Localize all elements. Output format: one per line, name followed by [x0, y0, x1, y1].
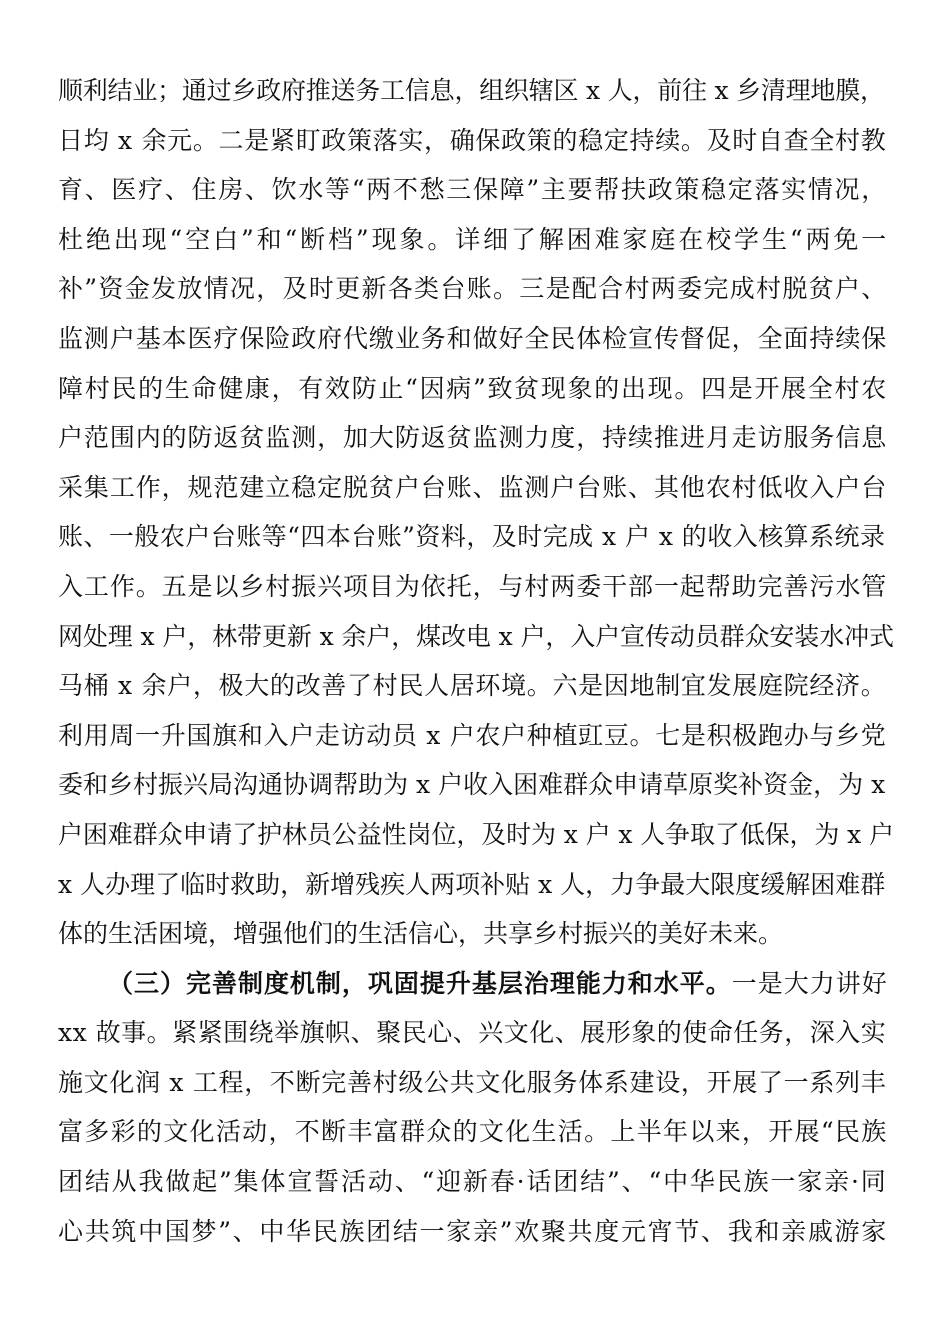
- text-line: 体的生活困境，增强他们的生活信心，共享乡村振兴的美好未来。: [58, 919, 784, 949]
- text-line: 日均 x 余元。二是紧盯政策落实，确保政策的稳定持续。及时自查全村教: [58, 125, 887, 155]
- text-line: x 人办理了临时救助，新增残疾人两项补贴 x 人，力争最大限度缓解困难群: [58, 869, 886, 899]
- text-line: 补”资金发放情况，及时更新各类台账。三是配合村两委完成村脱贫户、: [58, 274, 888, 304]
- section-heading-line: [58, 959, 894, 1009]
- text-line: 施文化润 x 工程，不断完善村级公共文化服务体系建设，开展了一系列丰: [58, 1067, 887, 1097]
- text-line: 杜绝出现“空白”和“断档”现象。详细了解困难家庭在校学生“两免一: [58, 224, 890, 254]
- text-line: 账、一般农户台账等“四本台账”资料，及时完成 x 户 x 的收入核算系统录: [58, 522, 886, 552]
- text-line: 顺利结业；通过乡政府推送务工信息，组织辖区 x 人，前往 x 乡清理地膜，: [58, 76, 885, 105]
- text-line: 户困难群众申请了护林员公益性岗位，及时为 x 户 x 人争取了低保，为 x 户: [58, 819, 894, 849]
- text-line: 心共筑中国梦”、中华民族团结一家亲”欢聚共度元宵节、我和亲戚游家: [58, 1216, 888, 1246]
- paragraph-2: [58, 959, 894, 1257]
- document-page: [58, 66, 894, 1256]
- text-line: 障村民的生命健康，有效防止“因病”致贫现象的出现。四是开展全村农: [58, 373, 888, 403]
- text-line: 委和乡村振兴局沟通协调帮助为 x 户收入困难群众申请草原奖补资金，为 x: [58, 770, 886, 800]
- text-line: 利用周一升国旗和入户走访动员 x 户农户种植豇豆。七是积极跑办与乡党: [58, 720, 887, 750]
- section-first-text: 一是大力讲好: [731, 968, 888, 998]
- text-line: 网处理 x 户，林带更新 x 余户，煤改电 x 户，入户宣传动员群众安装水冲式: [58, 621, 894, 651]
- paragraph-1: [58, 66, 894, 959]
- text-line: 育、医疗、住房、饮水等“两不愁三保障”主要帮扶政策稳定落实情况，: [58, 175, 888, 205]
- text-line: xx 故事。紧紧围绕举旗帜、聚民心、兴文化、展形象的使命任务，深入实: [58, 1018, 887, 1048]
- section-heading: （三）完善制度机制，巩固提升基层治理能力和水平。: [108, 968, 732, 998]
- text-line: 监测户基本医疗保险政府代缴业务和做好全民体检宣传督促，全面持续保: [58, 323, 888, 353]
- text-line: 入工作。五是以乡村振兴项目为依托，与村两委干部一起帮助完善污水管: [58, 571, 888, 601]
- text-line: 采集工作，规范建立稳定脱贫户台账、监测户台账、其他农村低收入户台: [58, 472, 888, 502]
- text-line: 富多彩的文化活动，不断丰富群众的文化生活。上半年以来，开展“民族: [58, 1117, 888, 1147]
- text-line: 团结从我做起”集体宣誓活动、“迎新春·话团结”、“中华民族一家亲·同: [58, 1167, 888, 1197]
- text-line: 户范围内的防返贫监测，加大防返贫监测力度，持续推进月走访服务信息: [58, 423, 888, 453]
- text-line: 马桶 x 余户，极大的改善了村民人居环境。六是因地制宜发展庭院经济。: [58, 671, 887, 701]
